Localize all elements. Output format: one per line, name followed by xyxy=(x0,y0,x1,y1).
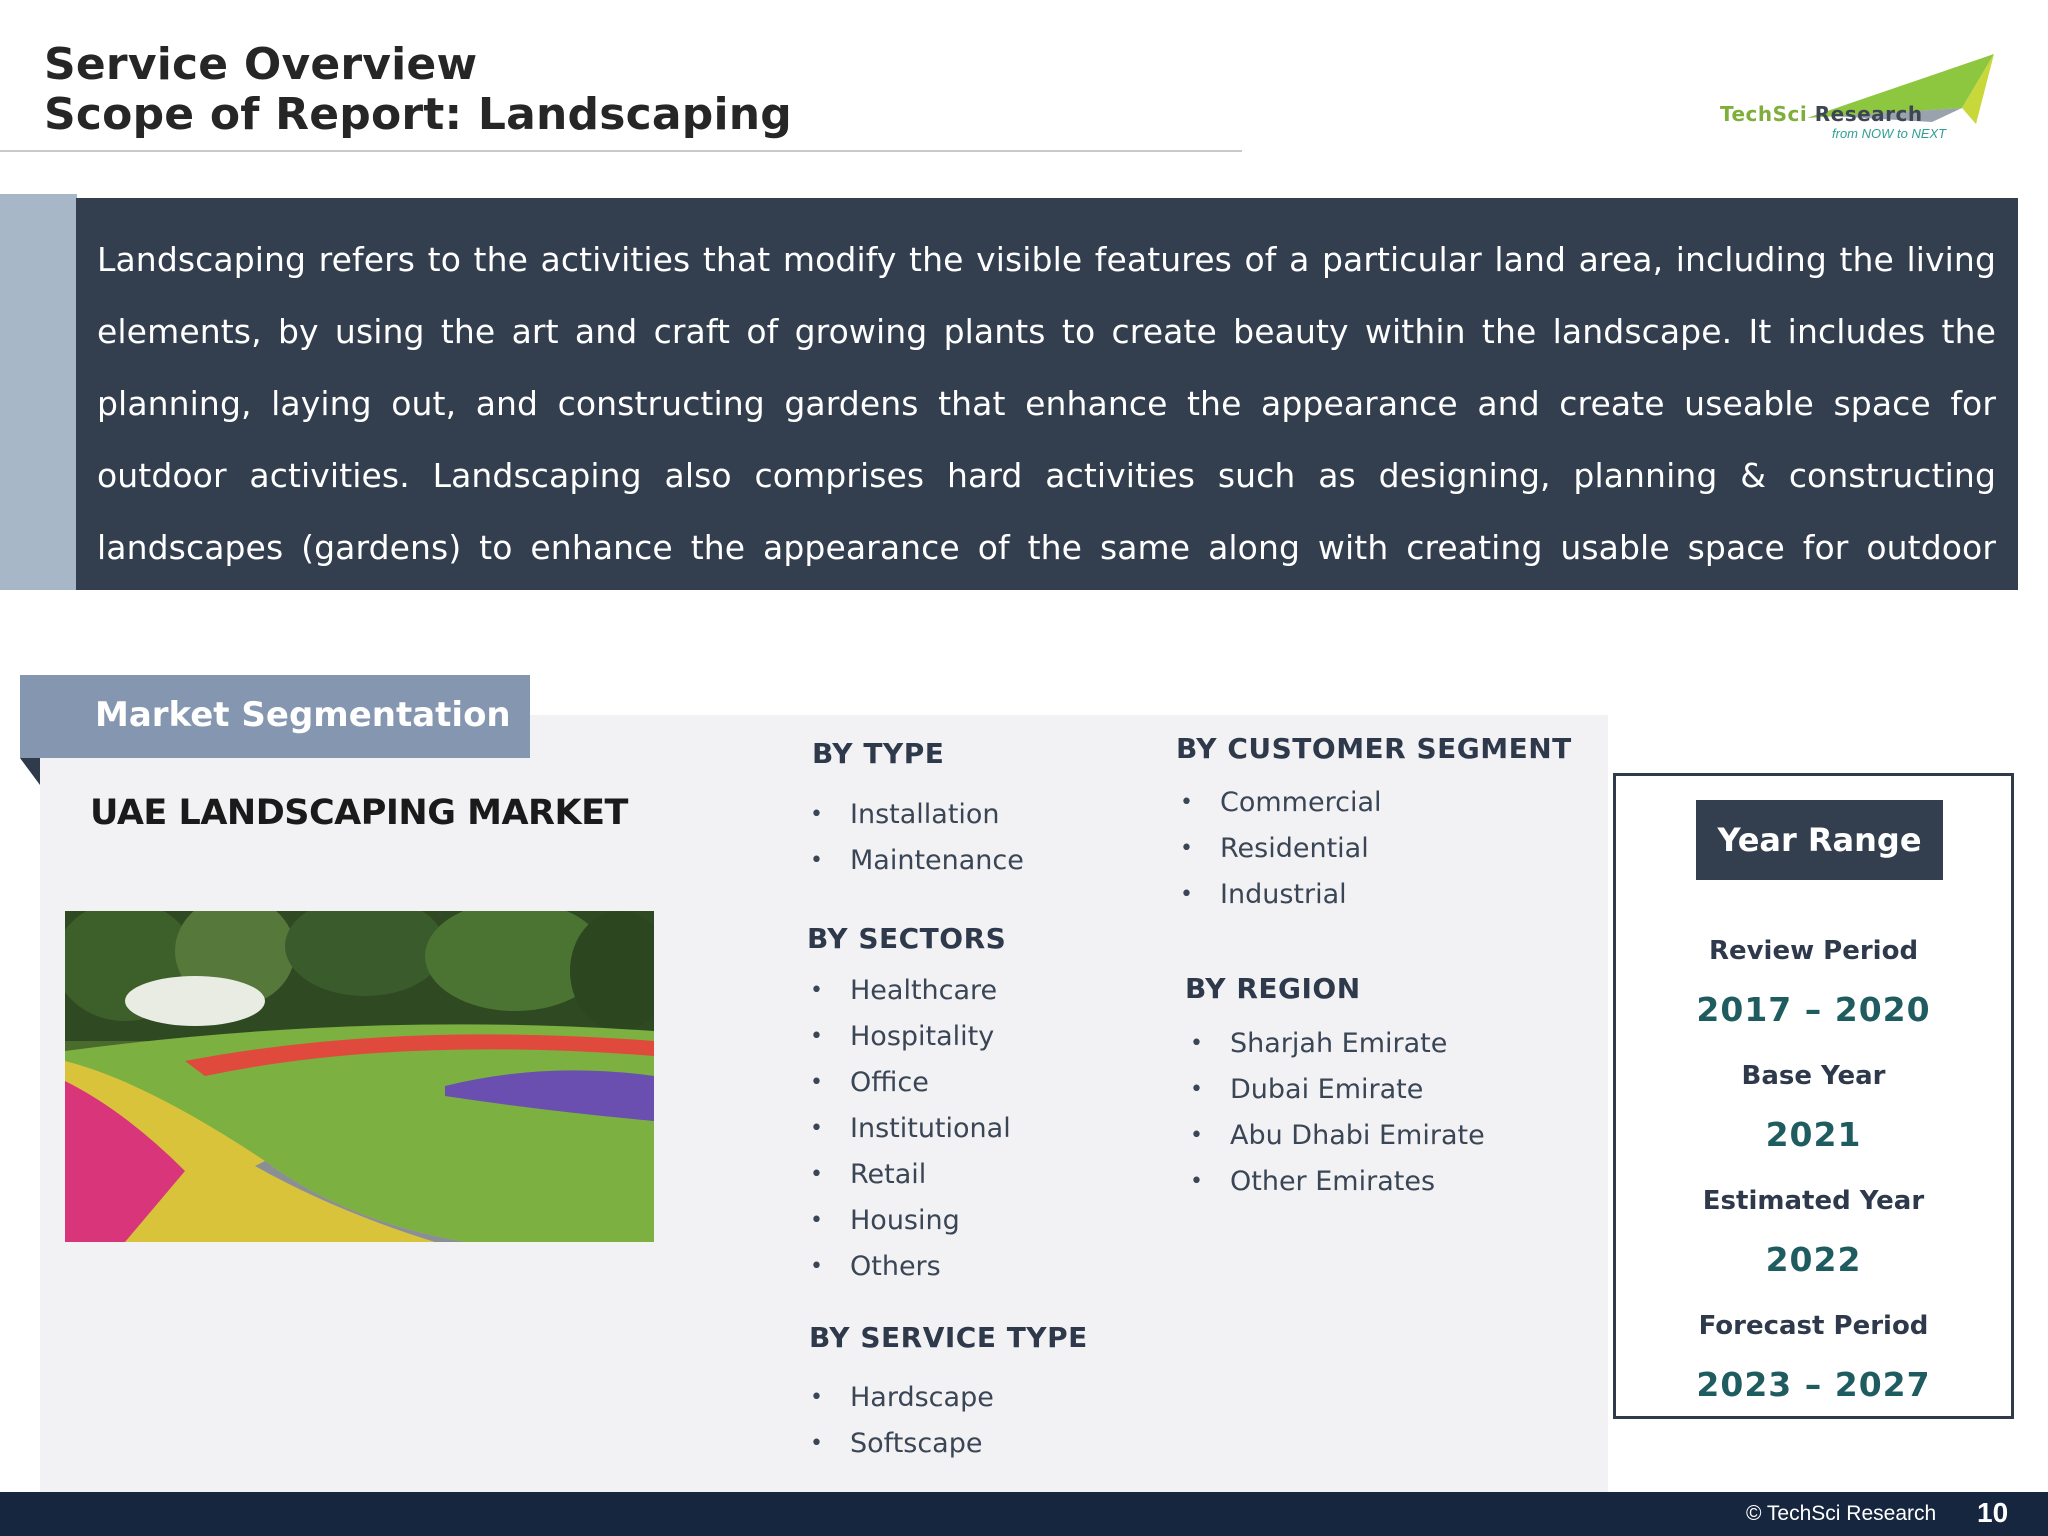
page-number: 10 xyxy=(1977,1497,2009,1528)
description-text: Landscaping refers to the activities that modify the visible features of a particular land area, including the living elements, by using the art and craft of growing plants to create beauty within the landscape. It includes the planning, laying out, and constructing gardens that enhance the appearance and create useable space for outdoor activities. Landscaping also comprises hard activities such as designing, planning & constructing landscapes (gardens) to enhance the appearance of the same along with creating usable space for outdoor activities. xyxy=(97,240,1996,639)
list-item: • Other Emirates xyxy=(1190,1159,1485,1205)
logo-tagline: from NOW to NEXT xyxy=(1832,126,1947,141)
list-by-customer-segment xyxy=(1180,780,1382,918)
page-title xyxy=(44,40,792,140)
list-item: • Commercial xyxy=(1180,780,1382,826)
estimated-year-value: 2022 xyxy=(1765,1240,1862,1279)
base-year-value: 2021 xyxy=(1765,1115,1862,1154)
title-divider xyxy=(0,150,1242,152)
list-item: • Abu Dhabi Emirate xyxy=(1190,1113,1485,1159)
description-box xyxy=(76,198,2018,639)
year-range-box xyxy=(1613,773,2014,1419)
list-item: • Institutional xyxy=(810,1106,1011,1152)
forecast-period-label: Forecast Period xyxy=(1698,1311,1929,1341)
page-title-line1: Service Overview xyxy=(44,39,478,90)
list-item: • Dubai Emirate xyxy=(1190,1067,1485,1113)
list-by-region xyxy=(1190,1021,1485,1205)
list-item: • Maintenance xyxy=(810,838,1024,884)
list-item: • Softscape xyxy=(810,1421,994,1467)
list-item: • Industrial xyxy=(1180,872,1382,918)
garden-flowerbed-image xyxy=(65,911,654,1242)
list-item: • Residential xyxy=(1180,826,1382,872)
list-by-sectors xyxy=(810,968,1011,1290)
page-title-line2: Scope of Report: Landscaping xyxy=(44,89,792,140)
heading-by-customer-segment: BY CUSTOMER SEGMENT xyxy=(1176,732,1572,765)
segmentation-tab xyxy=(20,675,530,758)
list-item: • Others xyxy=(810,1244,1011,1290)
heading-by-type: BY TYPE xyxy=(812,737,945,770)
list-item: • Retail xyxy=(810,1152,1011,1198)
list-item: • Sharjah Emirate xyxy=(1190,1021,1485,1067)
list-item: • Installation xyxy=(810,792,1024,838)
list-by-service-type xyxy=(810,1375,994,1467)
list-item: • Hospitality xyxy=(810,1014,1011,1060)
estimated-year-label: Estimated Year xyxy=(1702,1186,1925,1216)
logo-word-techsci: TechSci xyxy=(1720,102,1808,126)
techsci-logo xyxy=(1712,50,2012,150)
heading-by-sectors: BY SECTORS xyxy=(807,922,1007,955)
heading-by-service-type: BY SERVICE TYPE xyxy=(809,1321,1088,1354)
footer-copyright: © TechSci Research xyxy=(1746,1502,1937,1525)
list-item: • Housing xyxy=(810,1198,1011,1244)
description-accent-bar xyxy=(0,194,77,590)
logo-word-research: Research xyxy=(1814,102,1923,126)
review-period-label: Review Period xyxy=(1708,936,1919,966)
review-period-value: 2017 – 2020 xyxy=(1696,990,1931,1029)
list-item: • Hardscape xyxy=(810,1375,994,1421)
footer-bar xyxy=(0,1492,2048,1536)
segmentation-tab-label: Market Segmentation xyxy=(95,695,511,735)
forecast-period-value: 2023 – 2027 xyxy=(1696,1365,1931,1404)
list-item: • Healthcare xyxy=(810,968,1011,1014)
list-by-type xyxy=(810,792,1024,884)
market-title: UAE LANDSCAPING MARKET xyxy=(90,793,628,833)
base-year-label: Base Year xyxy=(1741,1061,1886,1091)
year-range-title: Year Range xyxy=(1696,800,1943,880)
segmentation-tab-fold xyxy=(20,758,40,785)
heading-by-region: BY REGION xyxy=(1185,972,1361,1005)
list-item: • Office xyxy=(810,1060,1011,1106)
logo-wordmark xyxy=(1720,102,1923,126)
